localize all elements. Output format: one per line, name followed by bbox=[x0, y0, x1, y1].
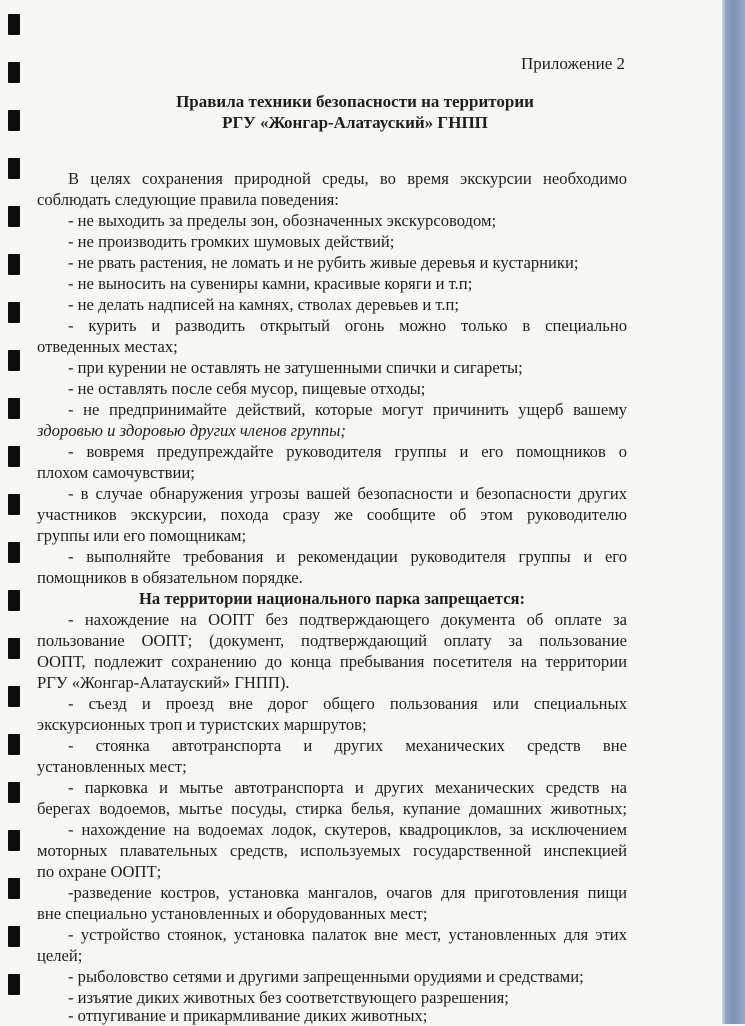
list-item: - стоянка автотранспорта и других механических средств вне bbox=[68, 736, 627, 755]
list-item: - не рвать растения, не ломать и не рубить живые деревья и кустарники; bbox=[68, 253, 579, 272]
list-item: - не оставлять после себя мусор, пищевые отходы; bbox=[68, 379, 426, 398]
binding-hole bbox=[8, 638, 20, 659]
binding-hole bbox=[8, 542, 20, 563]
list-item-continuation: плохом самочувствии; bbox=[37, 463, 195, 482]
list-item-continuation: отведенных местах; bbox=[37, 337, 178, 356]
binding-hole bbox=[8, 206, 20, 227]
list-item: - вовремя предупреждайте руководителя группы и его помощников о bbox=[68, 442, 627, 461]
list-item: - при курении не оставлять не затушенными спички и сигареты; bbox=[68, 358, 523, 377]
binding-hole bbox=[8, 494, 20, 515]
binding-hole bbox=[8, 446, 20, 467]
list-item: - нахождение на ООПТ без подтверждающего документа об оплате за bbox=[68, 610, 627, 629]
binding-hole bbox=[8, 302, 20, 323]
binding-hole bbox=[8, 398, 20, 419]
list-item-continuation: группы или его помощникам; bbox=[37, 526, 247, 545]
page-title-line-2: РГУ «Жонгар-Алатауский» ГНПП bbox=[222, 113, 488, 132]
list-item: - нахождение на водоемах лодок, скутеров, квадроциклов, за исключением bbox=[68, 820, 627, 839]
list-item-continuation: здоровью и здоровью других членов группы; bbox=[37, 421, 346, 440]
binding-hole bbox=[8, 734, 20, 755]
binding-hole bbox=[8, 350, 20, 371]
list-item: - устройство стоянок, установка палаток вне мест, установленных для этих bbox=[68, 925, 627, 944]
list-item: - не предпринимайте действий, которые могут причинить ущерб вашему bbox=[68, 400, 627, 419]
list-item: - не выносить на сувениры камни, красивые коряги и т.п; bbox=[68, 274, 473, 293]
list-item-continuation: участников экскурсии, похода сразу же сообщите об этом руководителю bbox=[37, 505, 627, 524]
text-line: соблюдать следующие правила поведения: bbox=[37, 190, 339, 209]
list-item-continuation: берегах водоемов, мытье посуды, стирка белья, купание домашних животных; bbox=[37, 799, 627, 818]
list-item: - парковка и мытье автотранспорта и других механических средств на bbox=[68, 778, 627, 797]
list-item: - выполняйте требования и рекомендации руководителя группы и его bbox=[68, 547, 627, 566]
binding-hole bbox=[8, 590, 20, 611]
list-item: - в случае обнаружения угрозы вашей безопасности и безопасности других bbox=[68, 484, 627, 503]
list-item-continuation: по охране ООПТ; bbox=[37, 862, 162, 881]
spiral-binding bbox=[0, 0, 30, 1024]
page-edge-strip bbox=[722, 0, 745, 1024]
binding-hole bbox=[8, 254, 20, 275]
binding-hole bbox=[8, 830, 20, 851]
list-item-continuation: пользование ООПТ; (документ, подтверждающий оплату за пользование bbox=[37, 631, 627, 650]
section-heading: На территории национального парка запрещается: bbox=[138, 589, 526, 608]
list-item: - не производить громких шумовых действий; bbox=[68, 232, 395, 251]
list-item: - изъятие диких животных без соответствующего разрешения; bbox=[68, 988, 509, 1007]
list-item-continuation: целей; bbox=[37, 946, 83, 965]
list-item: - рыболовство сетями и другими запрещенными орудиями и средствами; bbox=[68, 967, 584, 986]
list-item-continuation: установленных мест; bbox=[37, 757, 187, 776]
binding-hole bbox=[8, 14, 20, 35]
list-item-continuation: ООПТ, подлежит сохранению до конца пребывания посетителя на территории bbox=[37, 652, 627, 671]
page-title-line-1: Правила техники безопасности на территории bbox=[176, 92, 534, 111]
list-item: - отпугивание и прикармливание диких животных; bbox=[68, 1006, 428, 1025]
list-item-continuation: помощников в обязательном порядке. bbox=[37, 568, 303, 587]
binding-hole bbox=[8, 974, 20, 995]
list-item-continuation: моторных плавательных средств, используемых государственной инспекцией bbox=[37, 841, 627, 860]
list-item: - не делать надписей на камнях, стволах деревьев и т.п; bbox=[68, 295, 460, 314]
list-item-continuation: экскурсионных троп и туристских маршрутов; bbox=[37, 715, 367, 734]
list-item-continuation: вне специально установленных и оборудованных мест; bbox=[37, 904, 428, 923]
binding-hole bbox=[8, 110, 20, 131]
binding-hole bbox=[8, 926, 20, 947]
list-item: - съезд и проезд вне дорог общего пользования или специальных bbox=[68, 694, 627, 713]
list-item: -разведение костров, установка мангалов, очагов для приготовления пищи bbox=[68, 883, 627, 902]
binding-hole bbox=[8, 686, 20, 707]
binding-hole bbox=[8, 62, 20, 83]
list-item: - курить и разводить открытый огонь можно только в специально bbox=[68, 316, 627, 335]
binding-hole bbox=[8, 782, 20, 803]
appendix-label: Приложение 2 bbox=[521, 54, 625, 73]
binding-hole bbox=[8, 878, 20, 899]
list-item: - не выходить за пределы зон, обозначенных экскурсоводом; bbox=[68, 211, 497, 230]
list-item-continuation: РГУ «Жонгар-Алатауский» ГНПП). bbox=[37, 673, 290, 692]
text-line: В целях сохранения природной среды, во время экскурсии необходимо bbox=[68, 169, 627, 188]
binding-hole bbox=[8, 158, 20, 179]
